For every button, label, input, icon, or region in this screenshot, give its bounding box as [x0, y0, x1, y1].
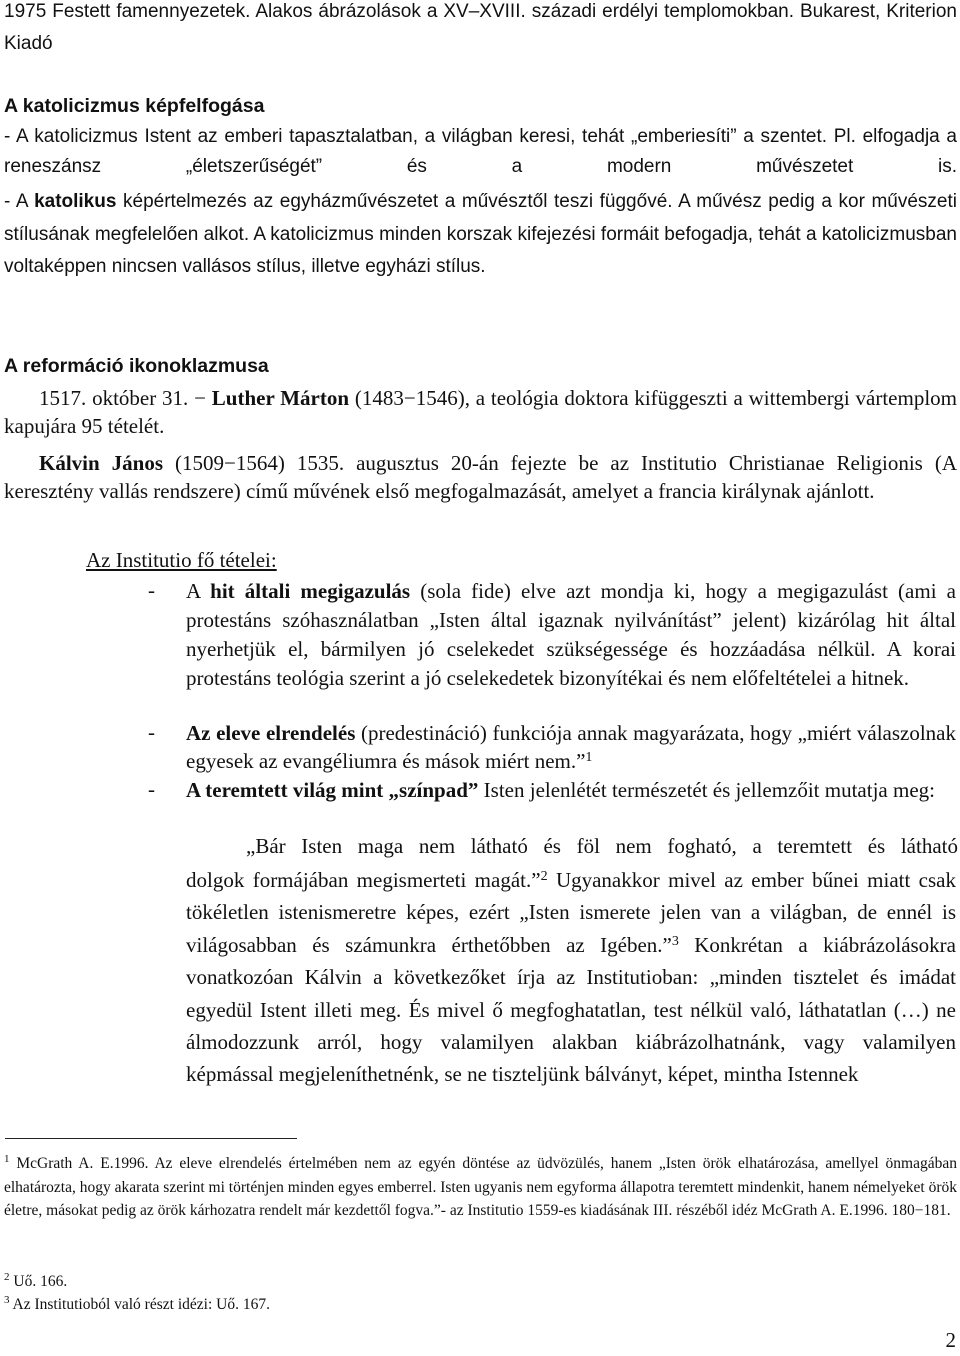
reference-text: 1975 Festett famennyezetek. Alakos ábrázolások a XV–XVIII. századi erdélyi templomokban. Bukarest, Kriterion Kiadó: [4, 1, 957, 54]
institutio-heading: [86, 547, 486, 575]
calvin-text: (1509−1564) 1535. augusztus 20-án fejezte be az Institutio Christianae Religionis (A keresztény vallás rendszere) című művének első megfogalmazását, amelyet a francia királynak ajánlott.: [4, 451, 957, 503]
bullet-dash-1: -: [148, 578, 155, 602]
luther-date: 1517. október 31. −: [39, 386, 212, 410]
bullet-faith: [186, 577, 956, 693]
luther-text: (1483−1546), a teológia doktora kifüggeszti a wittembergi vártemplom kapujára 95 tételét.: [4, 386, 957, 438]
bullet-predestination: [186, 719, 956, 775]
catholicism-paragraph-2: [4, 186, 957, 284]
calvin-name: Kálvin János: [39, 451, 164, 475]
catholicism-p2-start: - A: [4, 191, 35, 212]
bullet-stage: [186, 776, 956, 805]
footnote-3: [4, 1293, 957, 1317]
institutio-heading-text: Az Institutio fő tételei:: [86, 548, 277, 572]
section-title-catholicism: A katolicizmus képfelfogása: [4, 95, 265, 117]
footnote-1: [4, 1152, 957, 1223]
bullet-dash-3: -: [148, 777, 155, 801]
footnote-1-number: 1: [4, 1153, 10, 1165]
catholicism-p2-rest: képértelmezés az egyházművészetet a művésztől teszi függővé. A művész pedig a kor művészeti stílusának megfelelően alkot. A katolicizmus minden korszak kifejezési formáit befogadja, tehát a katolicizmusban voltaképpen nincsen vallásos stílus, illetve egyházi stílus.: [4, 191, 957, 277]
section-title-reformation: A reformáció ikonoklazmusa: [4, 355, 269, 377]
catholic-bold-term: katolikus: [34, 191, 117, 212]
bullet-faith-text: (sola fide) elve azt mondja ki, hogy a megigazulást (ami a protestáns szóhasználatban „Isten által igaznak nyilvánítást” jelent) kizárólag hit által nyerhetjük el, bármilyen jó cselekedet szükségessége és hozzáadása nélkül. A korai protestáns teológia szerint a jó cselekedetek bizonyítékai és nem előfeltételei a hitnek.: [186, 579, 956, 690]
footnote-ref-3[interactable]: 3: [671, 933, 679, 949]
reference-1975: [4, 0, 957, 60]
footnote-3-text: Az Institutioból való részt idézi: Uő. 167.: [9, 1296, 270, 1313]
catholicism-paragraph-1: [4, 122, 957, 182]
footnote-3-number: 3: [4, 1294, 10, 1306]
predestination-term: Az eleve elrendelés: [186, 721, 356, 745]
footnote-2: [4, 1270, 957, 1294]
quote-text-3: Ugyanakkor mivel az ember bűnei miatt csak tökéletlen istenismeretre képes, ezért „Isten ismerete jelen van a világban, de ennél is világosabban és számunkra érthetőbben az Igében.”: [186, 868, 957, 957]
footnote-1-text: McGrath A. E.1996. Az eleve elrendelés értelmében nem az egyén döntése az üdvözülés, hanem „Isten örök elhatározása, amellyel önmagában elhatározta, hogy akarata szerint mi történjen minden egyes emberrel. Isten ugyanis nem egyforma állapotra teremtett mindenkit, hanem némelyeket örök életre, másokat pedig az örök kárhozatra rendelt már kezdettől fogva.”- az Institutio 1559-es kiadásának III. részéből idéz McGrath A. E.1996. 180−181.: [4, 1155, 957, 1220]
stage-term: A teremtett világ mint „színpad”: [186, 778, 479, 802]
footnote-ref-2[interactable]: 2: [540, 869, 548, 884]
calvin-paragraph: [4, 450, 957, 505]
catholicism-p1-text: - A katolicizmus Istent az emberi tapasztalatban, a világban keresi, tehát „emberiesíti” a szentet. Pl. elfogadja a reneszánsz „életszerűségét” és a modern művészetet is.: [4, 126, 957, 177]
quote-text-2: dolgok formájában megismerteti magát.”: [186, 868, 541, 892]
bullet-predestination-text: (predestináció) funkciója annak magyarázata, hogy „miért válaszolnak egyesek az evangéliumra és mások miért nem.”: [186, 721, 956, 773]
quote-text-4: Konkrétan a kiábrázolásokra vonatkozóan Kálvin a következőket írja az Institutioban: „minden tisztelet és imádat egyedül Istent illeti meg. És mivel ő megfoghatatlan, test nélkül való, láthatatlan (…) ne álmodozzunk arról, hogy valamilyen alakban kiábrázolhatnánk, vagy valamilyen képmással megjeleníthetnénk, se ne tiszteljünk bálványt, képet, mintha Istennek: [186, 932, 956, 1087]
footnote-2-number: 2: [4, 1271, 10, 1283]
page-number: 2: [945, 1328, 956, 1352]
footnote-2-text: Uő. 166.: [9, 1273, 68, 1290]
luther-name: Luther Márton: [211, 386, 350, 410]
bullet-faith-start: A: [186, 579, 211, 603]
calvin-quote-block: [186, 864, 956, 1091]
footnote-divider: [5, 1138, 297, 1139]
justification-term: hit általi megigazulás: [210, 579, 411, 603]
footnote-ref-1[interactable]: 1: [585, 750, 593, 765]
bullet-dash-2: -: [148, 720, 155, 744]
quote-line-1: „Bár Isten maga nem látható és föl nem fogható, a teremtett és látható: [246, 834, 958, 858]
luther-paragraph: [4, 385, 957, 440]
bullet-stage-text: Isten jelenlétét természetét és jellemzőit mutatja meg:: [478, 778, 935, 802]
